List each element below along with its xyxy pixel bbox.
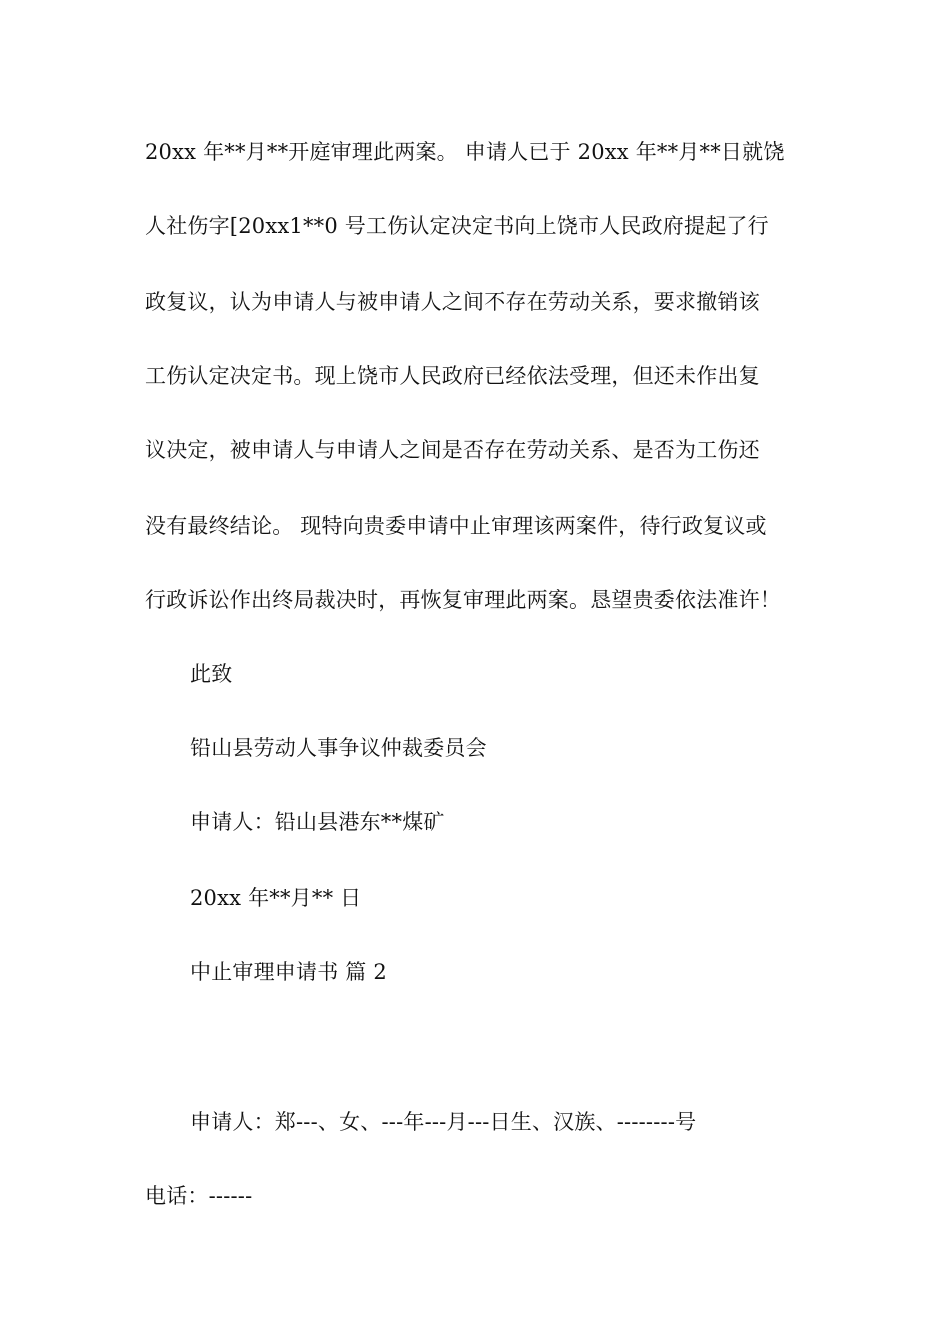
body-line-4: 工伤认定决定书。现上饶市人民政府已经依法受理，但还未作出复 xyxy=(145,364,760,388)
recipient: 铅山县劳动人事争议仲裁委员会 xyxy=(190,736,487,760)
applicant2-info: 申请人：郑---、女、---年---月---日生、汉族、--------号 xyxy=(190,1110,697,1134)
body-line-5: 议决定，被申请人与申请人之间是否存在劳动关系、是否为工伤还 xyxy=(145,438,760,462)
body-line-2: 人社伤字[20xx1**0 号工伤认定决定书向上饶市人民政府提起了行 xyxy=(145,214,769,238)
body-line-3: 政复议，认为申请人与被申请人之间不存在劳动关系，要求撤销该 xyxy=(145,290,760,314)
body-line-1: 20xx 年**月**开庭审理此两案。 申请人已于 20xx 年**月**日就饶 xyxy=(145,140,785,164)
applicant-signature: 申请人：铅山县港东**煤矿 xyxy=(190,810,445,834)
signature-date: 20xx 年**月** 日 xyxy=(190,886,362,910)
section-title: 中止审理申请书 篇 2 xyxy=(190,960,387,984)
applicant2-phone: 电话：------ xyxy=(145,1184,253,1208)
body-line-6: 没有最终结论。 现特向贵委申请中止审理该两案件，待行政复议或 xyxy=(145,514,767,538)
salutation: 此致 xyxy=(190,662,233,686)
body-line-7: 行政诉讼作出终局裁决时，再恢复审理此两案。恳望贵委依法准许！ xyxy=(145,588,781,612)
